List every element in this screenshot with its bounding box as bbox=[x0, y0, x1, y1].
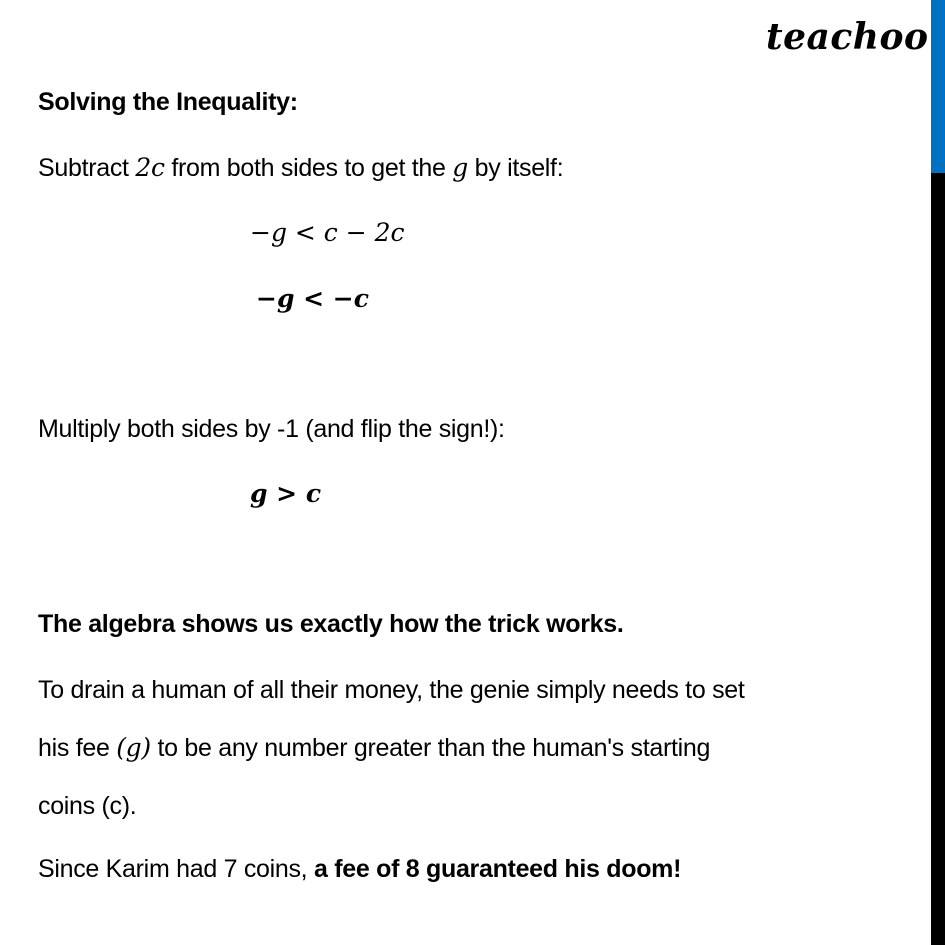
teachoo-logo: teachoo bbox=[766, 16, 929, 58]
step-1-text bbox=[38, 153, 563, 183]
step-1-pre: Subtract bbox=[38, 154, 136, 182]
equation-1: −g < c − 2c bbox=[250, 218, 405, 247]
paragraph-line-1: To drain a human of all their money, the genie simply needs to set bbox=[38, 676, 745, 704]
sidebar-accent-blue bbox=[931, 0, 945, 173]
math-2c: 2c bbox=[135, 153, 165, 182]
equation-3: g > c bbox=[250, 479, 322, 508]
final-statement: Since Karim had 7 coins, a fee of 8 guaranteed his doom! bbox=[38, 855, 682, 883]
final-bold-text: a fee of 8 guaranteed his doom! bbox=[313, 855, 682, 883]
section-heading: Solving the Inequality: bbox=[38, 88, 298, 116]
paragraph-line-2: his fee (g) to be any number greater than the human's starting bbox=[38, 733, 711, 762]
step-2-text: Multiply both sides by -1 (and flip the sign!): bbox=[38, 415, 505, 443]
conclusion-heading: The algebra shows us exactly how the trick works. bbox=[38, 610, 624, 638]
paragraph-line-3: coins (c). bbox=[38, 792, 137, 820]
sidebar-accent-black bbox=[931, 173, 945, 945]
step-1-post: by itself: bbox=[468, 154, 564, 182]
math-g: g bbox=[452, 153, 468, 182]
equation-2: −g < −c bbox=[256, 284, 369, 313]
math-g-paren: (g) bbox=[116, 733, 151, 762]
step-1-mid: from both sides to get the bbox=[164, 154, 453, 182]
